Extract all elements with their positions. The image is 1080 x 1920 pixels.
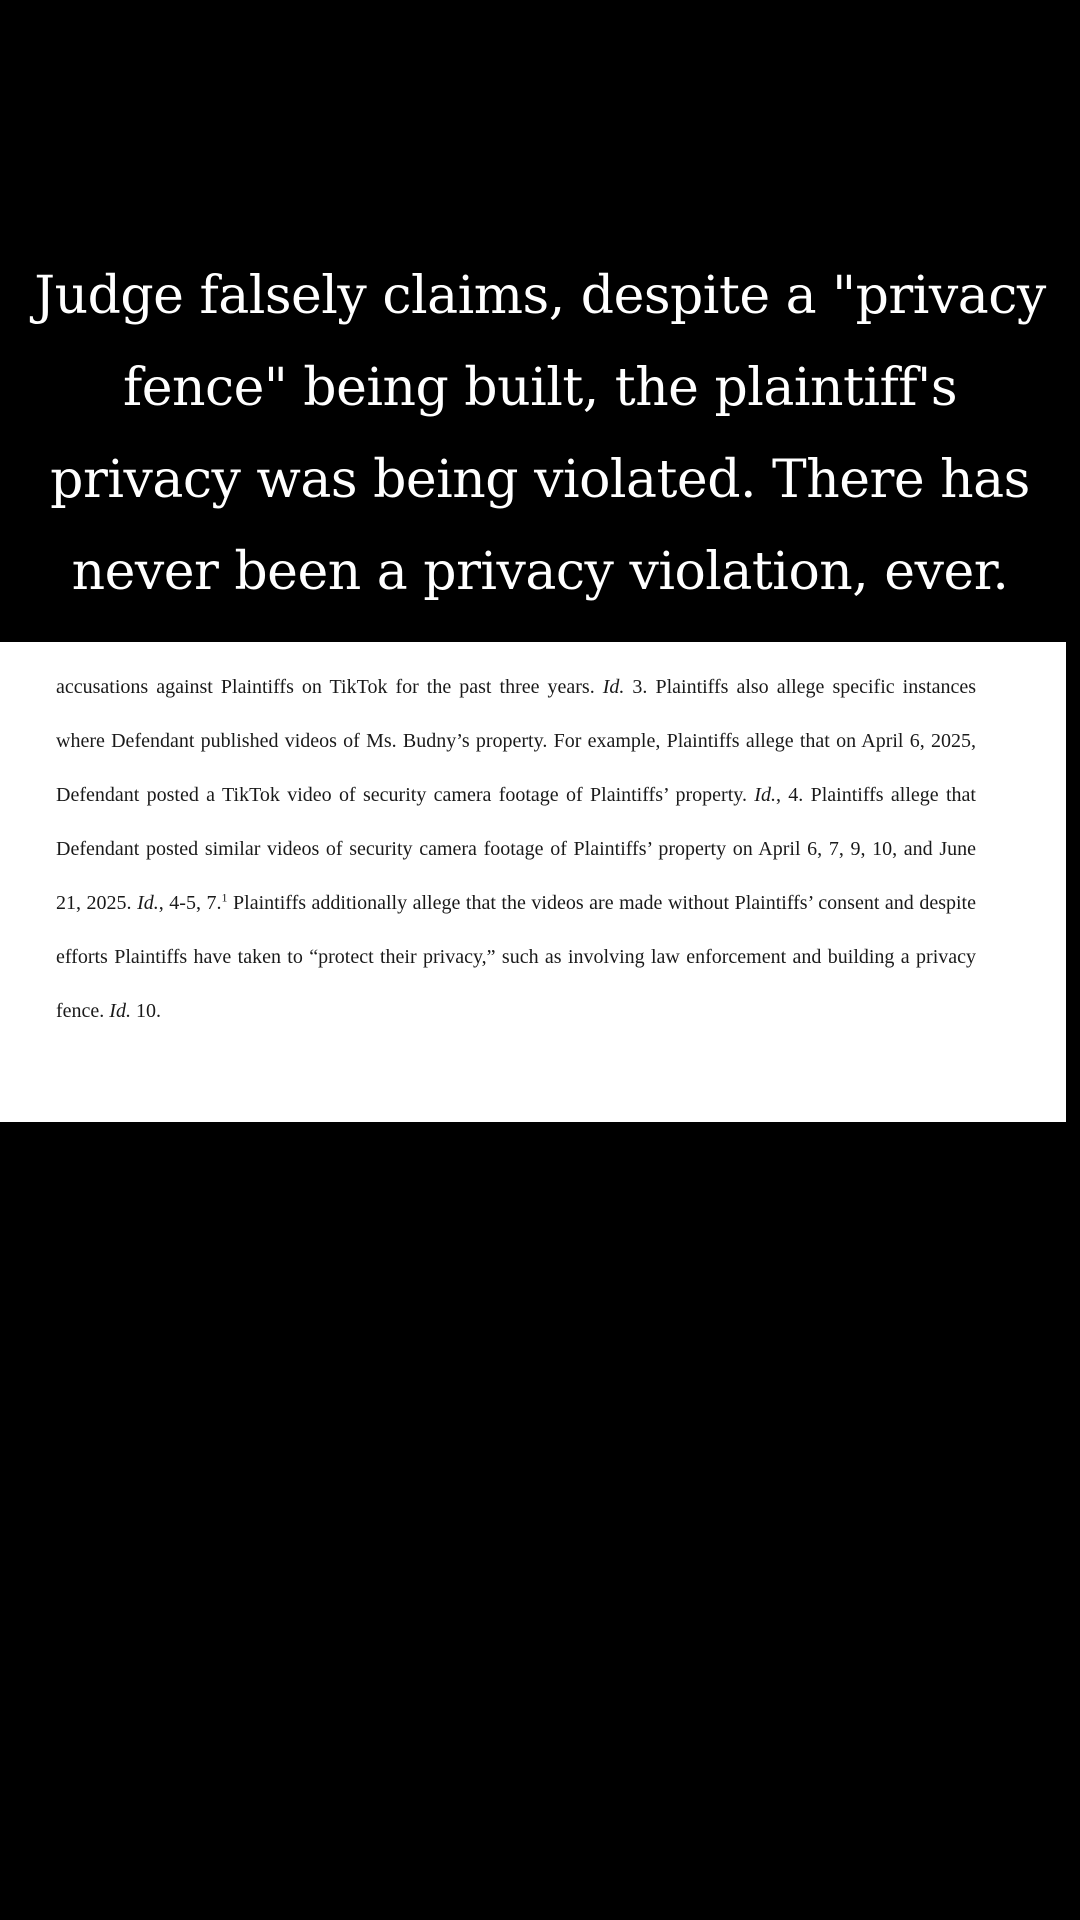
citation-id: Id. <box>137 892 159 914</box>
citation-id: Id. <box>109 1000 131 1022</box>
overlay-caption: Judge falsely claims, despite a "privacy fence" being built, the plaintiff's privacy was being violated. There has never been a privacy violation, ever. <box>34 266 1046 602</box>
citation-id: Id. <box>754 784 776 806</box>
paragraph-text: , 4. Plaintiffs allege that Defendant posted similar videos of security camera footage of Plaintiffs’ property on April 6, 7, 9, 10, and June 21, 2025. <box>56 784 976 914</box>
citation-id: Id. <box>602 676 625 698</box>
paragraph-text: 3. Plaintiffs also allege specific instances where Defendant published videos of Ms. Budny’s property. For example, Plaintiffs allege that on April 6, 2025, Defendant posted a TikTok video of security camera footage of Plaintiffs’ property. <box>56 676 976 806</box>
document-paragraph <box>56 660 976 1038</box>
document-excerpt <box>0 642 1066 1122</box>
footnote-marker: 1 <box>221 890 228 905</box>
paragraph-text: Plaintiffs additionally allege that the videos are made without Plaintiffs’ consent and despite efforts Plaintiffs have taken to “protect their privacy,” such as involving law enforcement and building a privacy fence. <box>56 892 976 1022</box>
paragraph-text: 10. <box>130 1000 161 1022</box>
paragraph-text: accusations against Plaintiffs on TikTok for the past three years. <box>56 676 603 698</box>
paragraph-text: , 4-5, 7. <box>158 892 222 914</box>
